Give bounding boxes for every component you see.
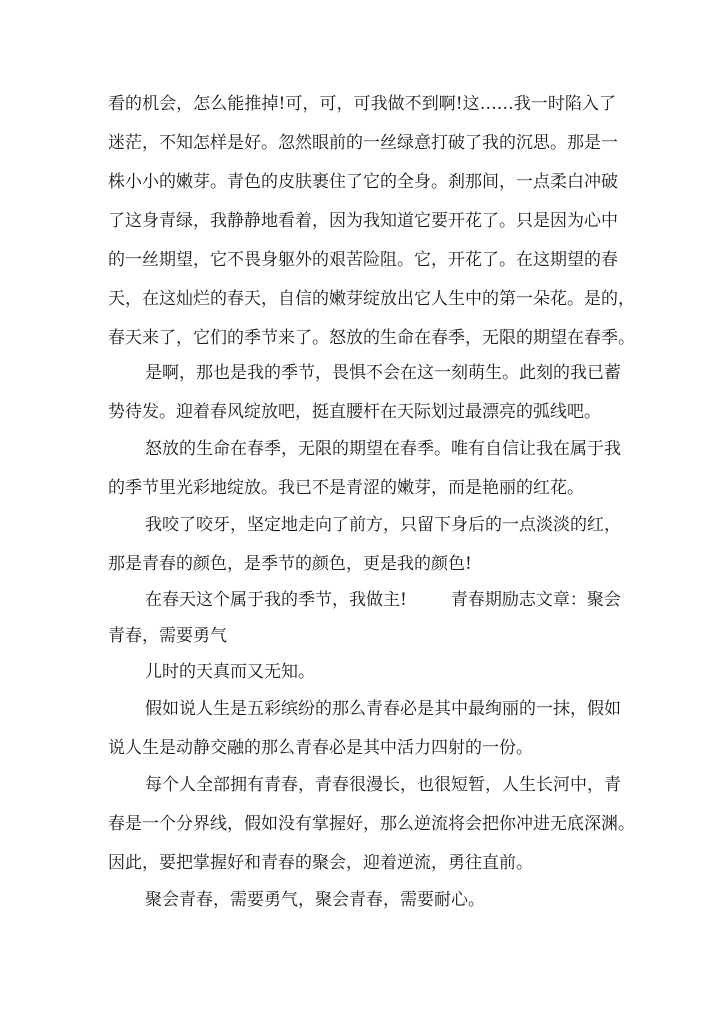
text-line: 说人生是动静交融的那么青春必是其中活力四射的一份。 — [108, 738, 533, 758]
text-line: 天，在这灿烂的春天，自信的嫩芽绽放出它人生中的第一朵花。是的， — [108, 289, 635, 309]
text-line: 儿时的天真而又无知。 — [145, 662, 315, 682]
text-line: 我咬了咬牙，坚定地走向了前方，只留下身后的一点淡淡的红， — [145, 515, 621, 535]
text-line: 势待发。迎着春风绽放吧，挺直腰杆在天际划过最漂亮的弧线吧。 — [108, 402, 601, 422]
text-line: 假如说人生是五彩缤纷的那么青春必是其中最绚丽的一抹，假如 — [145, 699, 621, 719]
text-line: 那是青春的颜色，是季节的颜色，更是我的颜色! — [108, 554, 472, 574]
text-line: 春天来了，它们的季节来了。怒放的生命在春季，无限的期望在春季。 — [108, 328, 635, 348]
text-line: 怒放的生命在春季，无限的期望在春季。唯有自信让我在属于我 — [145, 439, 621, 459]
text-line: 看的机会，怎么能推掉!可，可，可我做不到啊!这……我一时陷入了 — [108, 94, 616, 114]
text-line: 是啊，那也是我的季节，畏惧不会在这一刻萌生。此刻的我已蓄 — [145, 363, 621, 383]
text-line: 了这身青绿，我静静地看着，因为我知道它要开花了。只是因为心中 — [108, 211, 618, 231]
text-line: 聚会青春，需要勇气，聚会青春，需要耐心。 — [145, 890, 485, 910]
text-line: 迷茫，不知怎样是好。忽然眼前的一丝绿意打破了我的沉思。那是一 — [108, 133, 618, 153]
text-line: 春是一个分界线，假如没有掌握好，那么逆流将会把你冲进无底深渊。 — [108, 814, 635, 834]
text-line: 株小小的嫩芽。青色的皮肤裹住了它的全身。刹那间，一点柔白冲破 — [108, 172, 618, 192]
text-line: 每个人全部拥有青春，青春很漫长，也很短暂，人生长河中，青 — [145, 775, 621, 795]
text-line — [145, 588, 621, 612]
text-line: 的季节里光彩地绽放。我已不是青涩的嫩芽，而是艳丽的红花。 — [108, 478, 584, 498]
text-line: 因此，要把掌握好和青春的聚会，迎着逆流，勇往直前。 — [108, 853, 533, 873]
text-fragment: 在春天这个属于我的季节，我做主! — [145, 590, 407, 610]
text-line: 的一丝期望，它不畏身躯外的艰苦险阻。它，开花了。在这期望的春 — [108, 250, 618, 270]
article-heading: 青春期励志文章：聚会 — [450, 590, 621, 610]
article-heading-cont: 青春，需要勇气 — [108, 626, 227, 646]
